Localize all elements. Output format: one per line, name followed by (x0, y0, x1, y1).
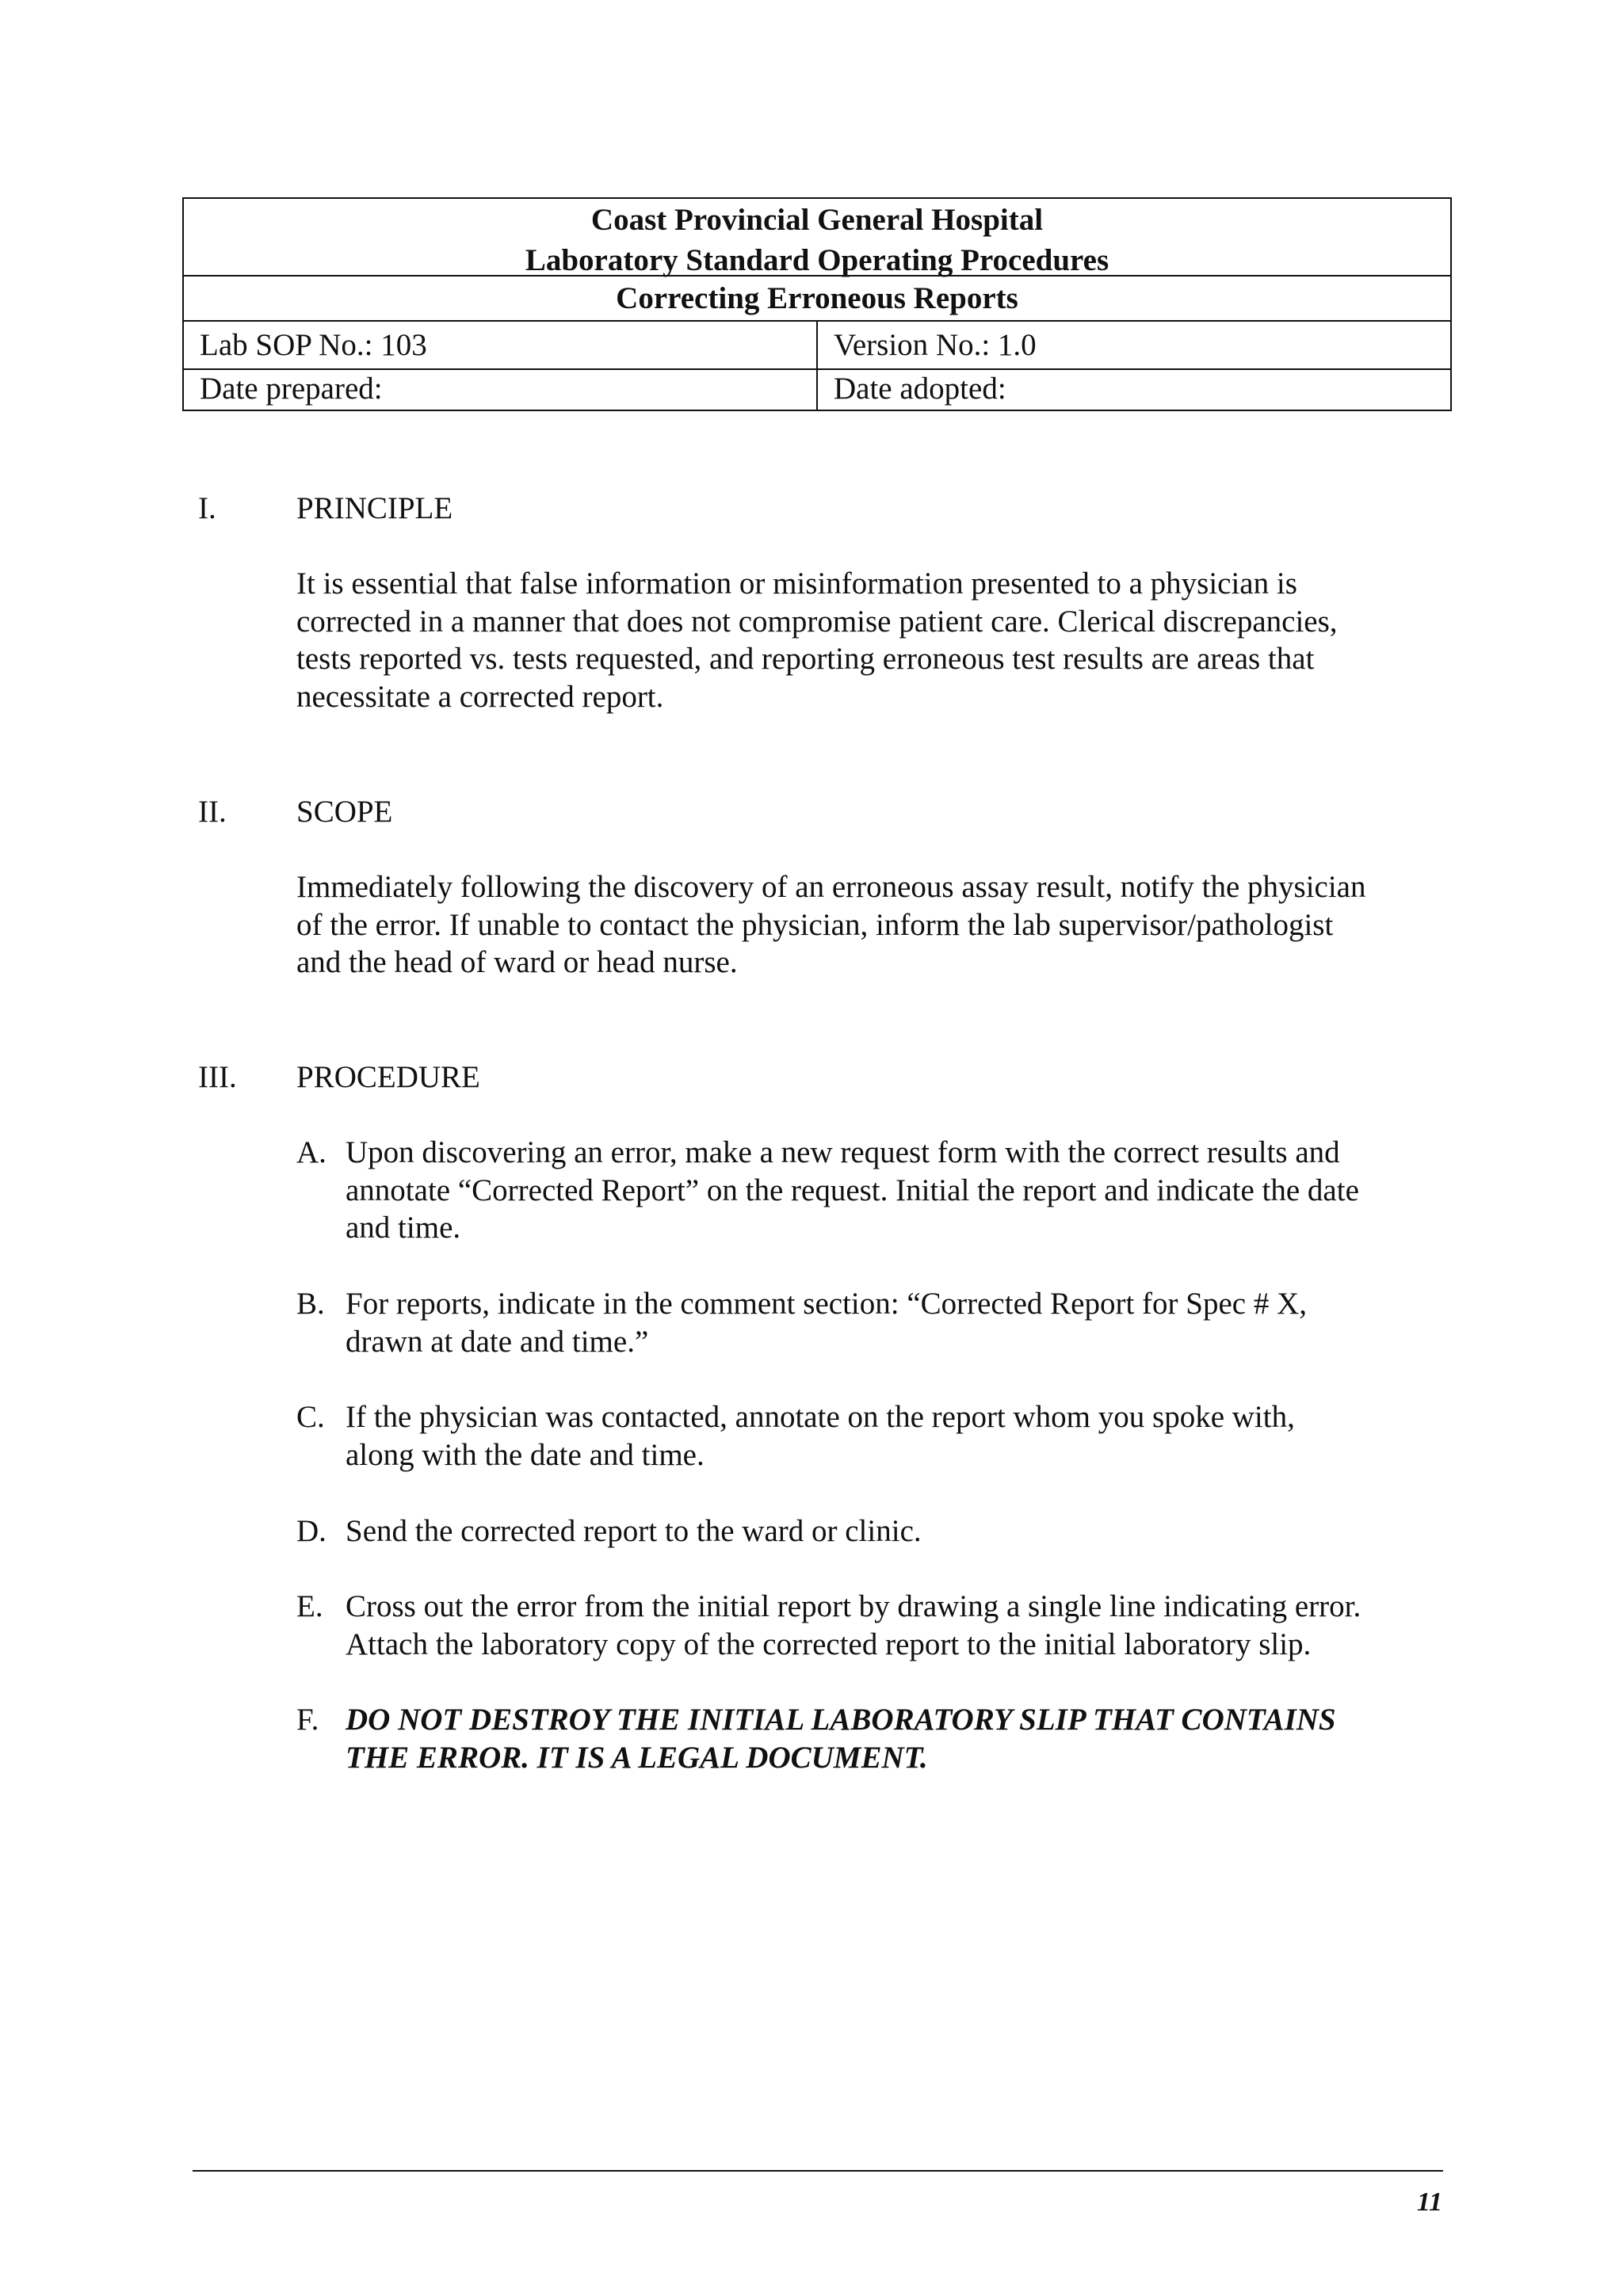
document-title: Correcting Erroneous Reports (616, 281, 1018, 315)
date-adopted: Date adopted: (834, 372, 1006, 406)
version-number: Version No.: 1.0 (834, 328, 1037, 362)
item-label: E. (296, 1589, 323, 1623)
sop-collection-title: Laboratory Standard Operating Procedures (525, 243, 1109, 277)
item-line: DO NOT DESTROY THE INITIAL LABORATORY SLIP THAT CONTAINS (346, 1703, 1336, 1737)
paragraph-line: Immediately following the discovery of an erroneous assay result, notify the physician (296, 870, 1366, 904)
section-number-procedure: III. (198, 1060, 237, 1094)
item-line: annotate “Corrected Report” on the request. Initial the report and indicate the date (346, 1173, 1359, 1207)
item-label: F. (296, 1703, 319, 1737)
item-line: along with the date and time. (346, 1437, 705, 1472)
scope-paragraph (296, 868, 1453, 982)
item-line: Upon discovering an error, make a new request form with the correct results and (346, 1135, 1340, 1169)
item-line: THE ERROR. IT IS A LEGAL DOCUMENT. (346, 1740, 928, 1775)
item-text (346, 1285, 1307, 1360)
date-prepared: Date prepared: (184, 370, 818, 410)
section-heading-scope: SCOPE (296, 795, 393, 829)
item-line: Send the corrected report to the ward or clinic. (346, 1514, 922, 1548)
sop-number: Lab SOP No.: 103 (184, 322, 818, 368)
footer-divider (193, 2170, 1443, 2172)
item-label: B. (296, 1287, 325, 1321)
item-line: Attach the laboratory copy of the corrected report to the initial laboratory slip. (346, 1627, 1312, 1661)
header-title-row (184, 199, 1450, 277)
item-text (346, 1588, 1361, 1663)
page-number: 11 (1416, 2187, 1442, 2217)
item-label: D. (296, 1514, 327, 1548)
item-text (346, 1398, 1295, 1474)
item-line: For reports, indicate in the comment section: “Corrected Report for Spec # X, (346, 1287, 1307, 1321)
section-number-scope: II. (198, 795, 227, 829)
principle-paragraph (296, 565, 1453, 715)
paragraph-line: necessitate a corrected report. (296, 679, 664, 714)
paragraph-line: and the head of ward or head nurse. (296, 945, 738, 979)
item-line: If the physician was contacted, annotate on the report whom you spoke with, (346, 1400, 1295, 1434)
item-line: Cross out the error from the initial report by drawing a single line indicating error. (346, 1589, 1361, 1623)
item-label: A. (296, 1135, 327, 1169)
paragraph-line: It is essential that false information or misinformation presented to a physician is (296, 566, 1297, 601)
item-line: and time. (346, 1211, 461, 1245)
paragraph-line: corrected in a manner that does not compromise patient care. Clerical discrepancies, (296, 604, 1338, 639)
paragraph-line: tests reported vs. tests requested, and reporting erroneous test results are areas that (296, 642, 1315, 676)
hospital-name: Coast Provincial General Hospital (590, 203, 1044, 237)
section-heading-procedure: PROCEDURE (296, 1060, 480, 1094)
item-line: drawn at date and time.” (346, 1324, 649, 1359)
item-text (346, 1134, 1359, 1247)
header-table (182, 197, 1452, 411)
header-dates-row (184, 370, 1450, 410)
item-text (346, 1701, 1336, 1776)
section-number-principle: I. (198, 491, 216, 525)
item-label: C. (296, 1400, 325, 1434)
section-heading-principle: PRINCIPLE (296, 491, 453, 525)
header-meta-row (184, 322, 1450, 370)
paragraph-line: of the error. If unable to contact the physician, inform the lab supervisor/pathologist (296, 907, 1334, 942)
item-text (346, 1512, 922, 1550)
header-document-title-row (184, 277, 1450, 322)
